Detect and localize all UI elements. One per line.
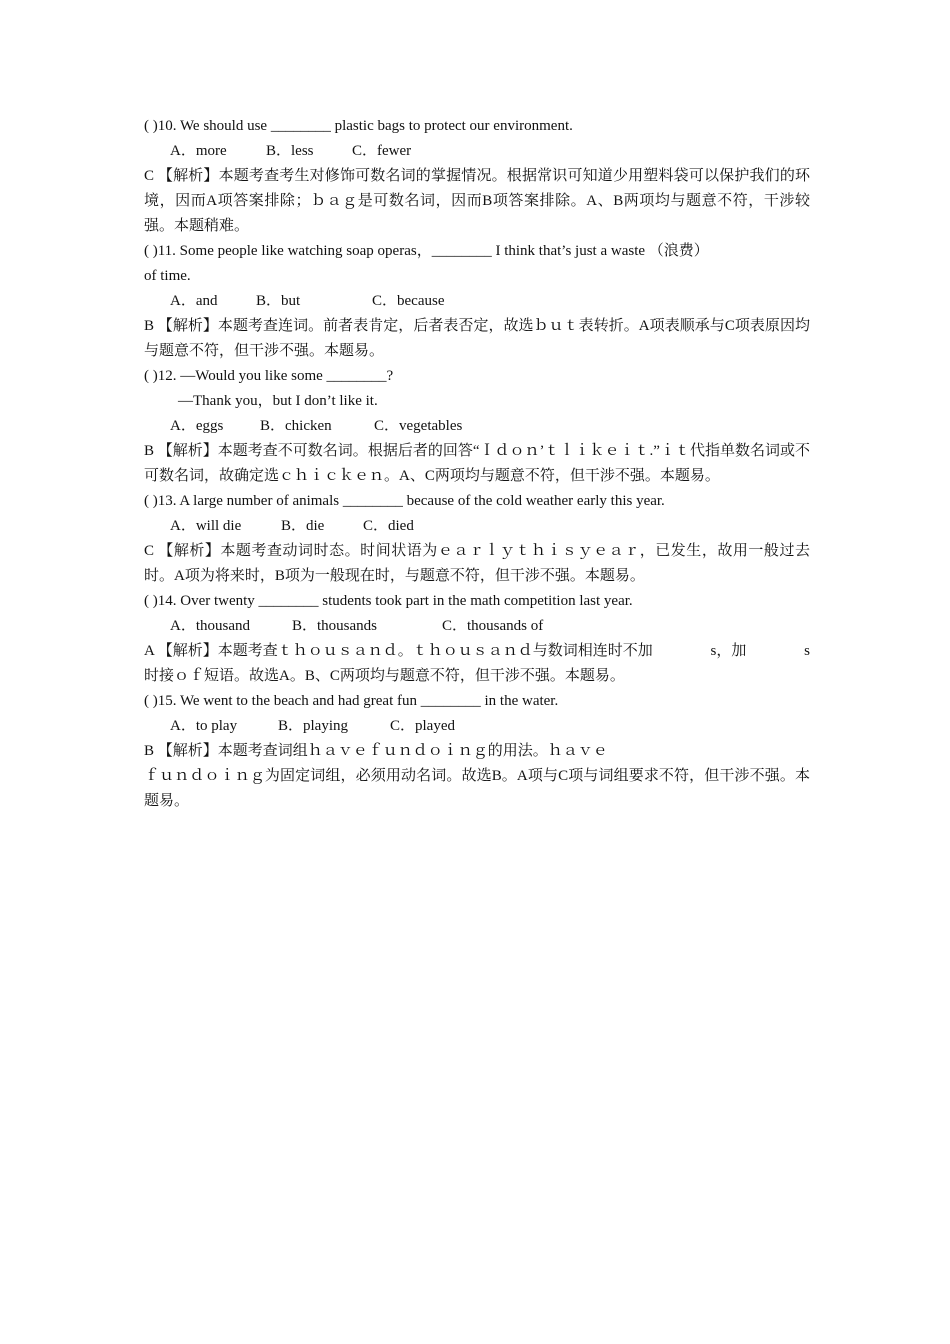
question-15-stem: ( )15. We went to the beach and had great fun ________ in the water.: [144, 693, 559, 709]
question-15-options: [144, 714, 810, 739]
option-b: B．die: [281, 518, 325, 534]
question-13-options: [144, 514, 810, 539]
question-14-stem: ( )14. Over twenty ________ students took part in the math competition last year.: [144, 593, 633, 609]
question-13-stem: ( )13. A large number of animals ________ because of the cold weather early this year.: [144, 493, 665, 509]
explanation-text: B 【解析】本题考查词组ｈａｖｅｆｕｎｄｏｉｎｇ的用法。ｈａｖｅ: [144, 743, 608, 759]
option-c: C．thousands of: [442, 618, 544, 634]
question-11-stem: ( )11. Some people like watching soap operas，________ I think that’s just a waste （浪费）: [144, 243, 709, 259]
question-15-explanation-line-2: ｆｕｎｄｏｉｎｇ为固定词组，必须用动名词。故选B。A项与C项与词组要求不符，但干涉不强。本题易。: [144, 768, 810, 809]
option-c: C．played: [390, 718, 455, 734]
option-c: C．fewer: [352, 143, 412, 159]
option-b: B．thousands: [292, 618, 378, 634]
question-12-stem: ( )12. —Would you like some ________?: [144, 368, 394, 384]
option-b: B．but: [256, 293, 301, 309]
question-12-explanation: B 【解析】本题考查不可数名词。根据后者的回答“Ｉｄｏｎ’ｔｌｉｋｅｉｔ.”ｉｔ代指单数名词或不可数名词，故确定选ｃｈｉｃｋｅｎ。A、C两项均与题意不符，但干涉不强。本题易。: [144, 443, 810, 484]
option-c: C．because: [372, 293, 445, 309]
question-11-explanation: B 【解析】本题考查连词。前者表肯定，后者表否定，故选ｂｕｔ表转折。A项表顺承与C项表原因均与题意不符，但干涉不强。本题易。: [144, 318, 810, 359]
option-a: A．and: [170, 293, 218, 309]
question-sheet: [144, 114, 810, 814]
explanation-text: s，加: [710, 643, 747, 659]
option-b: B．playing: [278, 718, 348, 734]
question-14-explanation-line-1: [144, 639, 810, 664]
question-12-options: [144, 414, 810, 439]
explanation-text: s: [804, 643, 810, 659]
question-14-explanation-line-2: 时接ｏｆ短语。故选A。B、C两项均与题意不符，但干涉不强。本题易。: [144, 668, 625, 684]
question-15-explanation-line-1: [144, 739, 668, 764]
option-a: A．will die: [170, 518, 242, 534]
question-12-response: —Thank you，but I don’t like it.: [178, 393, 378, 409]
option-a: A．eggs: [170, 418, 224, 434]
option-c: C．died: [363, 518, 414, 534]
question-10-explanation: C 【解析】本题考查考生对修饰可数名词的掌握情况。根据常识可知道少用塑料袋可以保护我们的环境，因而A项答案排除；ｂａｇ是可数名词，因而B项答案排除。A、B两项均与题意不符，干涉较强。本题稍难。: [144, 168, 810, 234]
question-11-options: [144, 289, 810, 314]
explanation-text: A 【解析】本题考查ｔｈｏｕｓａｎｄ。ｔｈｏｕｓａｎｄ与数词相连时不加: [144, 643, 653, 659]
question-13-explanation: C 【解析】本题考查动词时态。时间状语为ｅａｒｌｙｔｈｉｓｙｅａｒ，已发生，故用一般过去时。A项为将来时，B项为一般现在时，与题意不符，但干涉不强。本题易。: [144, 543, 810, 584]
question-11-stem-cont: of time.: [144, 268, 191, 284]
option-b: B．chicken: [260, 418, 332, 434]
option-c: C．vegetables: [374, 418, 463, 434]
question-10-options: [144, 139, 810, 164]
question-10-stem: ( )10. We should use ________ plastic bags to protect our environment.: [144, 118, 573, 134]
question-14-options: [144, 614, 810, 639]
option-b: B．less: [266, 143, 314, 159]
option-a: A．more: [170, 143, 227, 159]
option-a: A．thousand: [170, 618, 250, 634]
option-a: A．to play: [170, 718, 238, 734]
